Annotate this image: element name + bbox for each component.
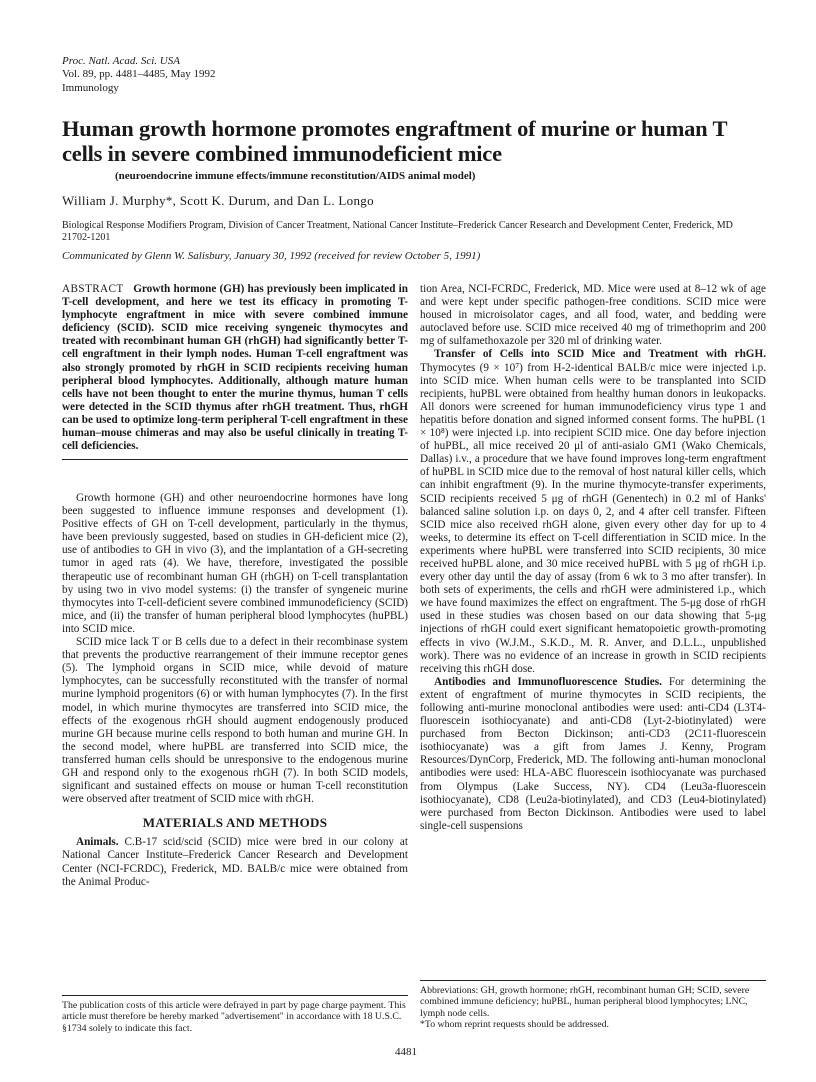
- animals-text: C.B-17 scid/scid (SCID) mice were bred in our colony at National Cancer Institute–Frederick Cancer Research and Development Center (NCI-FCRDC), Frederick, MD. BALB/c mice were obtained from the Animal Produc-: [62, 836, 409, 888]
- antibodies-text: For determining the extent of engraftment of murine thymocytes in SCID recipients, the following anti-murine monoclonal antibodies were used: anti-CD4 (L3T4-fluorescein isothiocyanate) and anti-CD8 (Lyt-2-biotinylated) were purchased from Becton Dickinson; anti-CD3 (2C11-fluorescein isothiocyanate) was a gift from James J. Kenny, Program Resources/DynCorp, Frederick, MD. The following anti-human monoclonal antibodies were used: HLA-ABC fluorescein isothiocyanate was purchased from Olympus (Lake Success, NY). CD4 (Leu3a-fluorescein isothiocyanate), CD8 (Leu2a-biotinylated), and CD3 (Leu4-biotinylated) were purchased from Becton Dickinson. Antibodies were used to label single-cell suspensions: [420, 675, 766, 832]
- page-number: 4481: [395, 1046, 417, 1058]
- communicated-line: Communicated by Glenn W. Salisbury, January 30, 1992 (received for review October 5, 1991): [62, 250, 481, 262]
- intro-paragraph-2: SCID mice lack T or B cells due to a defect in their recombinase system that prevents the productive rearrangement of their immune receptor genes (5). The lymphoid organs in SCID mice, while devoid of mature lymphocytes, can be successfully reconstituted with the transfer of normal murine lymphoid progenitors (6) or with human lymphocytes (7). In the first model, in which murine thymocytes are transferred into SCID mice, the effects of the exogenous rhGH should augment endogenously produced murine GH because murine cells respond to both human and murine GH. In the second model, where huPBL are transferred into SCID mice, the transferred human cells should be unresponsive to the endogenous murine GH and respond only to the exogenous rhGH (7). In both SCID models, significant and sustained effects on mouse or human T-cell reconstitution were observed after treatment of SCID mice with rhGH.: [62, 636, 408, 806]
- abbreviations-footnote: [420, 980, 766, 1031]
- correspondence-note: *To whom reprint requests should be addressed.: [420, 1019, 609, 1031]
- article-title: Human growth hormone promotes engraftment of murine or human T cells in severe combined immunodeficient mice: [62, 116, 727, 166]
- journal-name: Proc. Natl. Acad. Sci. USA: [62, 55, 180, 67]
- animals-heading: Animals.: [76, 836, 119, 849]
- journal-volume: Vol. 89, pp. 4481–4485, May 1992: [62, 68, 216, 81]
- keywords: (neuroendocrine immune effects/immune reconstitution/AIDS animal model): [115, 170, 476, 182]
- abstract: [62, 283, 408, 460]
- authors: William J. Murphy*, Scott K. Durum, and Dan L. Longo: [62, 193, 374, 208]
- journal-header: [62, 55, 216, 95]
- journal-section: Immunology: [62, 81, 119, 94]
- transfer-heading: Transfer of Cells into SCID Mice and Treatment with rhGH.: [434, 348, 766, 361]
- intro-paragraph-1: Growth hormone (GH) and other neuroendocrine hormones have long been suggested to influence immune responses and development (1). Positive effects of GH on T-cell development, particularly in the thymus, have been previously suggested, based on studies in GH-deficient mice (2), use of antibodies to GH in vivo (3), and the implantation of a GH-secreting tumor in aged rats (4). We have, therefore, investigated the possible therapeutic use of recombinant human GH (rhGH) on T-cell transplantation by using two in vivo model systems: (i) the transfer of syngeneic murine thymocytes into T-cell-deficient severe combined immunodeficiency (SCID) mice, and (ii) the transfer of human peripheral blood lymphocytes (huPBL) into SCID mice.: [62, 492, 408, 635]
- publication-cost-footnote: The publication costs of this article were defrayed in part by page charge payment. This article must therefore be hereby marked "advertisement" in accordance with 18 U.S.C. §1734 solely to indicate this fact.: [62, 995, 408, 1034]
- animals-continued: tion Area, NCI-FCRDC, Frederick, MD. Mice were used at 8–12 wk of age and were kept under specific pathogen-free conditions. SCID mice were housed in microisolator cages, and all food, water, and bedding were autoclaved before use. SCID mice received 40 mg of trimethoprim and 200 mg of sulfamethoxazole per 320 ml of drinking water.: [420, 283, 766, 348]
- abstract-text: Growth hormone (GH) has previously been implicated in T-cell development, and here we test its efficacy in promoting T-lymphocyte engraftment in mice with severe combined immune deficiency (SCID). SCID mice receiving syngeneic thymocytes and treated with recombinant human GH (rhGH) had significantly better T-cell engraftment in their lymph nodes. Human T-cell engraftment was also strongly promoted by rhGH in SCID recipients receiving human peripheral blood lymphocytes. Additionally, although mature human cells have not been thought to enter the murine thymus, human T cells were detected in the SCID thymus after rhGH treatment. Thus, rhGH can be used to optimize long-term peripheral T-cell engraftment in these human–mouse chimeras and may also be useful clinically in treating T-cell deficiencies.: [62, 283, 409, 453]
- methods-heading: MATERIALS AND METHODS: [142, 815, 328, 831]
- affiliation: Biological Response Modifiers Program, Division of Cancer Treatment, National Cancer Institute–Frederick Cancer Research and Development Center, Frederick, MD 21702-1201: [62, 220, 733, 243]
- transfer-text: Thymocytes (9 × 10⁷) from H-2-identical BALB/c mice were injected i.p. into SCID mice. When human cells were to be transplanted into SCID recipients, huPBL were obtained from healthy human donors in leukopacks. All donors were screened for human immunodeficiency virus type 1 and hepatitis before donation and signed informed consent forms. The huPBL (1 × 10⁸) were injected i.p. into recipient SCID mice. One day before injection of huPBL, all mice received 20 μl of anti-asialo GM1 (Wako Chemicals, Dallas) i.v., a procedure that we have found improves long-term engraftment of huPBL in SCID mice due to the removal of host natural killer cells, which can inhibit engraftment (9). In the murine thymocyte-transfer experiments, SCID recipients received 5 μg of rhGH (Genentech) in 0.2 ml of Hanks' balanced saline solution i.p. on days 0, 2, and 4 after cell transfer. Fifteen SCID mice also received rhGH alone, given every other day for up to 4 weeks, to determine its effect on T-cell differentiation in SCID mice. In the experiments where huPBL were transferred into SCID recipients, 30 mice received huPBL alone, and 30 mice received huPBL with 5 μg of rhGH i.p. every other day until the day of assay (from 6 wk to 3 mo after transfer). In both sets of experiments, the cells and rhGH were administered i.p., which we have found maximizes the effect on engraftment. The 5-μg dose of rhGH used in these studies was chosen based on our data showing that 5-μg injections of rhGH could exert significant hematopoietic growth-promoting effects in vivo (W.J.M., S.K.D., M. R. Anver, and D.L.L., unpublished work). There was no evidence of an increase in growth in SCID recipients receiving this rhGH dose.: [420, 361, 766, 675]
- abstract-label: ABSTRACT: [62, 283, 124, 295]
- left-column-body: [62, 492, 408, 889]
- abbreviations-text: Abbreviations: GH, growth hormone; rhGH, recombinant human GH; SCID, severe combined immune deficiency; huPBL, human peripheral blood lymphocytes; LNC, lymph node cells.: [420, 985, 750, 1019]
- right-column-body: [420, 283, 766, 833]
- antibodies-heading: Antibodies and Immunofluorescence Studies.: [434, 675, 662, 688]
